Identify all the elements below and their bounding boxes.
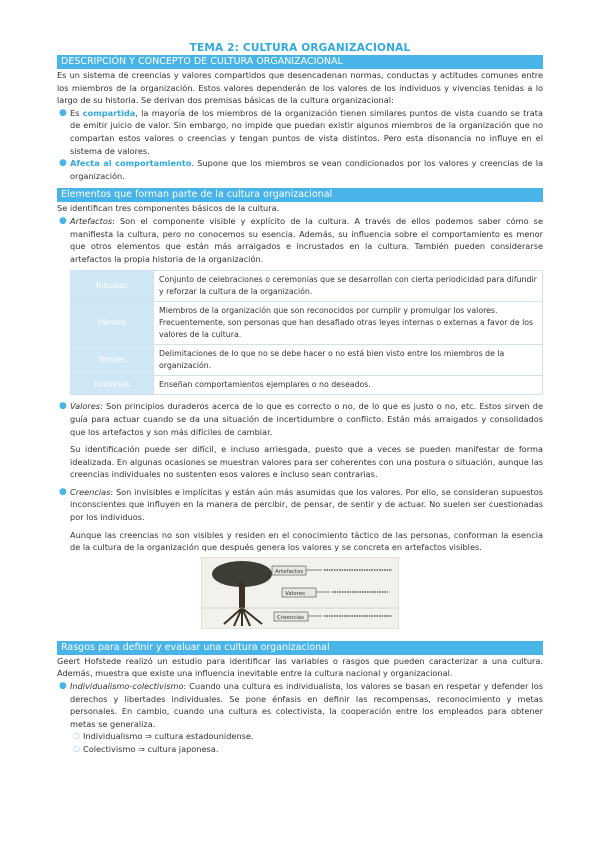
row-label: Historias (71, 376, 154, 395)
tree-roots (224, 608, 262, 626)
list-item: ○ Individualismo ⇒ cultura estadounidense. (73, 731, 254, 742)
bullet-icon: ● (59, 215, 67, 226)
premise-shared: ● Es compartida, la mayoría de los miembros de la organización tienen similares puntos de vista cuando se trata de emitir juicio de valor. Sin embargo, no impide que puedan existir algunos miembros de la organización que no compartan estos valores o creencias y tengan puntos de vista distintos. Pero esta disonancia no influye en el sistema de valores. (59, 107, 544, 156)
bullet-icon: ● (59, 158, 67, 169)
keyword-afecta: Afecta al comportamiento (70, 158, 192, 169)
table-row (71, 376, 543, 395)
rasgo-individualismo: ● Individualismo-colectivismo: Cuando una cultura es individualista, los valores se basan en respetar y defender los derechos y libertades individuales. Se pone énfasis en definir las recompensas, reconocimiento y metas personales. En cambio, cuando una cultura es colectivista, la cooperación entre los empleados para obtener metas se generaliza. (59, 681, 543, 729)
page-title: TEMA 2: CULTURA ORGANIZACIONAL (189, 42, 411, 54)
component-creencias: ● Creencias: Son invisibles e implícitas y están aún más asumidas que los valores. Por ello, se consideran supuestos inconscientes que influyen en la manera de percibir, de pensar, de sentir y de actuar. No suelen ser cuestionadas por los individuos. (59, 486, 543, 523)
row-text: Delimitaciones de lo que no se debe hacer o no está bien visto entre los miembros de la organización. (154, 345, 543, 376)
row-text: Conjunto de celebraciones o ceremonias que se desarrollan con cierta periodicidad para difundir y reforzar la cultura de la organización. (154, 271, 543, 302)
circle-bullet-icon: ○ (73, 744, 80, 753)
list-item: ○ Colectivismo ⇒ cultura japonesa. (73, 744, 219, 754)
label-creencias: Creencias (277, 614, 305, 621)
row-label: Rituales (71, 271, 154, 302)
section-heading-rasgos: Rasgos para definir y evaluar una cultura organizacional (57, 641, 543, 655)
rasgos-list (57, 680, 543, 730)
table-row (71, 345, 543, 376)
row-label: Héroes (71, 302, 154, 345)
keyword-compartida: compartida (82, 107, 136, 118)
premises-list (57, 107, 543, 183)
component-valores: ● Valores: Son principios duraderos acerca de lo que es correcto o no, de lo que es justo o no, etc. Estos sirven de guía para actuar cuando se da una situación de incertidumbre o conflicto. Están más arraigados y consolidados que los artefactos y son más difíciles de cambiar. (59, 401, 543, 437)
valores-paragraph: Su identificación puede ser difícil, e incluso arriesgada, puesto que a veces se pueden manifestar de forma idealizada. En algunas ocasiones se muestran valores para ser coherentes con una postura o situación, aunque las creencias individuales no sustenten esos valores e incluso sean contrarias. (70, 444, 543, 480)
table-row (71, 271, 543, 302)
elements-intro: Se identifican tres componentes básicos de la cultura. (57, 203, 280, 214)
bullet-icon: ● (59, 681, 67, 692)
row-text: Miembros de la organización que son reconocidos por cumplir y promulgar los valores. Frecuentemente, son personas que han desafiado otras leyes internas o externas a favor de los valores de la cultura. (154, 302, 543, 345)
artefacts-table (70, 270, 543, 395)
bullet-icon: ● (59, 401, 67, 412)
label-valores: Valores (285, 590, 305, 597)
circle-bullet-icon: ○ (73, 731, 80, 741)
rasgos-intro: Geert Hofstede realizó un estudio para identificar las variables o rasgos que pueden caracterizar a una cultura. Además, muestra que existe una influencia inevitable entre la cultura nacional y organizacional. (57, 655, 543, 679)
component-artefactos: ● Artefactos: Son el componente visible y explícito de la cultura. A través de ellos podemos saber cómo se manifiesta la cultura, pero no conocemos su esencia. Además, su influencia sobre el comportamiento es menor que otros elementos que están más arraigados e incrustados en la cultura. También pueden considerarse artefactos la propia historia de la organización. (59, 215, 543, 264)
tree-trunk (239, 582, 245, 608)
row-text: Enseñan comportamientos ejemplares o no deseados. (154, 376, 543, 395)
components-list-2 (57, 400, 543, 438)
table-row (71, 302, 543, 345)
premise-behaviour: ● Afecta al comportamiento. Supone que los miembros se vean condicionados por los valores y creencias de la organización. (59, 158, 543, 181)
tree-figure (201, 557, 399, 629)
creencias-paragraph: Aunque las creencias no son visibles y residen en el conocimiento táctico de las personas, conforman la esencia de la cultura de la organización que después genera los valores y se concreta en artefactos visibles. (70, 529, 543, 553)
components-list-3 (57, 486, 543, 524)
bullet-icon: ● (59, 107, 67, 118)
row-label: Tabúes (71, 345, 154, 376)
description-intro: Es un sistema de creencias y valores compartidos que desencadenan normas, conductas y actitudes comunes entre los miembros de la organización. Estos valores dependerán de los valores de los individuos y vivencias tenidas a lo largo de su historia. Se derivan dos premisas básicas de la cultura organizacional: (57, 70, 543, 106)
tree-illustration (202, 558, 398, 628)
culture-examples (57, 730, 543, 755)
bullet-icon: ● (59, 486, 67, 497)
section-heading-description: DESCRIPCIÓN Y CONCEPTO DE CULTURA ORGANIZACIONAL (57, 55, 543, 69)
section-heading-elements: Elementos que forman parte de la cultura organizacional (57, 188, 543, 202)
components-list (57, 215, 543, 265)
label-artefactos: Artefactos (275, 568, 304, 575)
